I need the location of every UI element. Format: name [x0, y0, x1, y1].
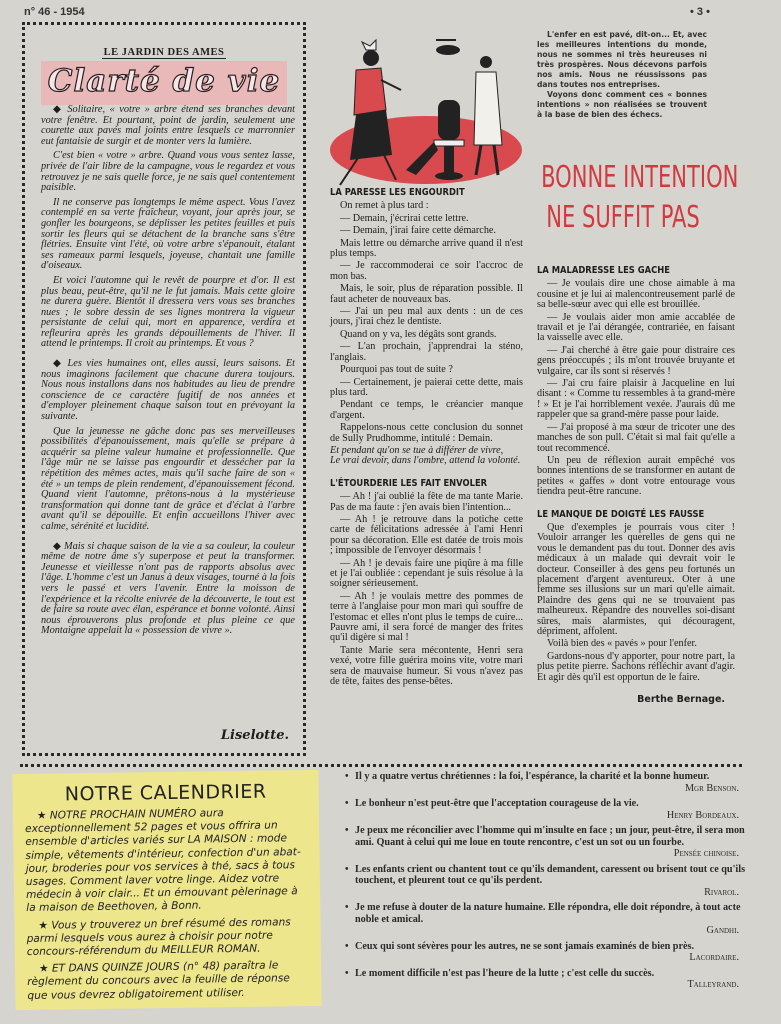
section-paragraph: Tante Marie sera mécontente, Henri sera vexé, votre fille guérira moins vite, votre mari sera de mauvaise humeur. Si vous n'avez pas de tête, faites des pense-bêtes.: [330, 644, 523, 688]
section-heading: LE MANQUE DE DOIGTÉ LES FAUSSE: [537, 508, 705, 520]
calendar-box: [12, 770, 321, 1010]
quote-item: [345, 902, 747, 937]
article-body: [41, 105, 295, 641]
quote-item: [345, 968, 747, 991]
quote-text: • Ceux qui sont sévères pour les autres, ne se sont jamais examinés de bien près.: [355, 940, 695, 952]
section-paragraph: Mais, le soir, plus de réparation possible. Il faut acheter de nouveaux bas.: [330, 283, 523, 305]
section-paragraph: — Ah ! je retrouve dans la potiche cette carte de félicitations adressée à l'ami Henri pour sa décoration. Elle est datée de trois mois ; impossible de l'envoyer désormais !: [330, 513, 523, 557]
quote-item: [345, 798, 747, 821]
section-paragraph: — Demain, j'écrirai cette lettre.: [340, 212, 469, 224]
section-paragraph: On remet à plus tard :: [340, 200, 429, 212]
section-paragraph: — Ah ! je voulais mettre des pommes de terre à l'anglaise pour mon mari qui souffre de l'estomac et elles n'ont plus le temps de cuire... Pauvre ami, il sera forcé de manger des frites qu'il digère si mal !: [330, 590, 523, 644]
quote-text: • Il y a quatre vertus chrétiennes : la foi, l'espérance, la charité et la bonne humeur.: [355, 771, 710, 782]
quotes-list: [345, 771, 747, 995]
main-headline: [541, 158, 739, 238]
quote-item: [345, 825, 747, 860]
right-column: [537, 266, 735, 705]
calendar-item: ★ Vous y trouverez un bref résumé des romans parmi lesquels vous aurez à choisir pour notre concours-référendum du MEILLEUR ROMAN.: [26, 915, 291, 958]
section-paragraph: Pourquoi pas tout de suite ?: [340, 364, 453, 376]
section-heading: LA MALADRESSE LES GACHE: [537, 265, 670, 276]
section-paragraph: Que d'exemples je pourrais vous citer ! Vouloir arranger les querelles de gens qui ne vous le demandent pas du tout. Donner des avis médicaux à un malade qui devrait voir le docteur. Conseiller à des gens peu fortunés un placement d'argent aventureux. Oter à une femme ses illusions sur un mari qu'elle aimait. Plaindre des gens qui ne se trouvaient pas malheureux. Répandre des nouvelles soi-disant sûres, mais alarmistes, qui découragent, dépriment, affolent.: [537, 521, 735, 637]
section-heading: L'ÉTOURDERIE LES FAIT ENVOLER: [330, 477, 488, 489]
section-paragraph: Mais lettre ou démarche arrive quand il n'est plus temps.: [330, 237, 523, 260]
quote-item: [345, 864, 747, 899]
section-paragraph: Rappelons-nous cette conclusion du sonnet de Sully Prudhomme, intitulé : Demain.: [330, 422, 523, 444]
article-paragraph: C'est bien « votre » arbre. Quand vous vous sentez lasse, privée de l'air libre de la campagne, vous le regardez et vous retrouvez je ne sais quelle force, je ne sais quel contentement paisible.: [41, 150, 295, 194]
signature: Liselotte.: [220, 728, 289, 743]
section-paragraph: — J'ai cru faire plaisir à Jacqueline en lui disant : « Comme tu ressembles à ta grand-mère ! » Et je l'ai horriblement vexée. J'aurais dû me rappeler que sa grand-mère passe pour laide.: [537, 378, 735, 421]
article-section: [330, 479, 523, 688]
issue-number: n° 46 - 1954: [24, 6, 85, 18]
rubric: [25, 47, 303, 58]
article-intro: [537, 30, 707, 120]
section-paragraph: — J'ai cherché à être gaie pour distraire ces gens préoccupés ; ils m'ont trouvée bruyante et vulgaire, car ils sont si réservés !: [537, 344, 735, 377]
section-paragraph: — Demain, j'irai faire cette démarche.: [340, 225, 496, 237]
quote-author: Pensée chinoise.: [673, 848, 739, 859]
article-section: [537, 510, 735, 684]
quote-text: • Je me refuse à douter de la nature humaine. Elle répondra, elle doit répondre, à tout acte noble et amical.: [355, 902, 741, 925]
author-signature: Berthe Bernage.: [637, 694, 725, 706]
page-number: • 3 •: [690, 6, 710, 18]
section-paragraph: Pendant ce temps, le créancier manque d'argent.: [330, 399, 523, 421]
rubric-label: LE JARDIN DES AMES: [103, 47, 225, 58]
quote-item: [345, 941, 747, 964]
section-paragraph: — Je voulais dire une chose aimable à ma cousine et je lui ai malencontreusement parlé de sa belle-sœur avec qui elle est brouillée.: [537, 278, 735, 311]
section-divider: [20, 764, 742, 767]
left-article-box: [22, 22, 306, 756]
quote-text: • Le moment difficile n'est pas l'heure de la lutte ; c'est celle du succès.: [355, 967, 655, 979]
quote-author: Henry Bordeaux.: [666, 809, 739, 821]
calendar-item: ★ ET DANS QUINZE JOURS (n° 48) paraîtra le règlement du concours avec la feuille de réponse que vous devrez obligatoirement utiliser.: [27, 959, 290, 1002]
section-paragraph: — J'ai proposé à ma sœur de tricoter une des manches de son pull. C'était si mal fait qu'elle a tout recommencé.: [537, 421, 735, 454]
section-heading: LA PARESSE LES ENGOURDIT: [330, 187, 465, 198]
calendar-item: ★ NOTRE PROCHAIN NUMÉRO aura exceptionnellement 52 pages et vous offrira un ensemble d'articles variés sur LA MAISON : mode simple, vêtements d'intérieur, confection d'un abat-jour, broderies pour vos services à thé, sacs à tous usages. Comment laver votre linge. Aidez votre médecin à voir clair... Et un émouvant pèlerinage à la maison de Beethoven, à Bonn.: [25, 807, 301, 915]
dentist-illustration: [326, 30, 526, 190]
article-section: [330, 188, 523, 467]
article-paragraph: ◆ Les vies humaines ont, elles aussi, leurs saisons. Et nous imaginons facilement que chacune durera toujours. Nous nous installons dans nos habitudes au lieu de prendre conscience de ce caractère fugitif de nos années et d'employer pleinement chaque saison tout en prévoyant la suivante.: [41, 358, 295, 423]
article-paragraph: Il ne conserve pas longtemps le même aspect. Vous l'avez contemplé en sa verte fraîcheur, voyant, jour après jour, se gonfler les bourgeons, se déplisser les petites feuilles et puis sortir les fleurs qui se détachent de la branche sans s'être flétries. Ensuite vint l'été, où votre arbre s'épanouit, étalant ses rameaux parmi lesquels, joyeuse, chantait une famille d'oiseaux.: [41, 196, 295, 272]
section-paragraph: — Ah ! je devais faire une piqûre à ma fille et je l'ai oubliée : cependant je suis résolue à la soigner sérieusement.: [330, 557, 523, 590]
quote-text: • Le bonheur n'est peut-être que l'acceptation courageuse de la vie.: [355, 798, 639, 809]
headline-line-1: BONNE INTENTION: [541, 160, 739, 195]
section-paragraph: — L'an prochain, j'apprendrai la sténo, l'anglais.: [330, 341, 523, 363]
verse-line: Le vrai devoir, dans l'ombre, attend la volonté.: [330, 455, 521, 467]
section-paragraph: — Ah ! j'ai oublié la fête de ma tante Marie. Pas de ma faute : j'en avais bien l'intention...: [330, 491, 523, 513]
article-title: Clarté de vie: [47, 63, 281, 99]
section-paragraph: Voilà bien des « pavés » pour l'enfer.: [547, 638, 697, 650]
middle-column: [330, 188, 523, 699]
article-paragraph: Et voici l'automne qui le revêt de pourpre et d'or. Il est plus beau, peut-être, qu'il ne le fut jamais. Mais cette gloire ne durera guère. Bientôt il dressera vers vous ses branches nues ; le sobre dessin de ses lignes montrera la vigueur persistante de celui qui, mort en apparence, verdira et refleurira après les grands dépouillements de l'hiver. Il attend le printemps. Il croit au printemps. Et vous ?: [41, 274, 295, 350]
quote-text: • Les enfants crient ou chantent tout ce qu'ils demandent, caressent ou brisent tout ce qu'ils touchent, et pleurent tout ce qu'ils perdent.: [355, 863, 746, 886]
quote-author: Gandhi.: [706, 925, 739, 936]
quote-item: [345, 771, 747, 794]
article-paragraph: Que la jeunesse ne gâche donc pas ses merveilleuses possibilités d'épanouissement, mais qu'elle se prépare à acquérir sa pleine valeur humaine et professionnelle. Que l'âge mûr ne se laisse pas engourdir et dessécher par la répétition des mêmes actes, mais qu'il sache faire de son « été » un temps de plein rendement, d'épanouissement fécond. Quand vient l'automne, prêtons-nous à la mystérieuse transformation qui donne tant de grâce et d'éclat à l'arbre avant qu'il se dépouille. Et enfin accueillons l'hiver avec calme, sérénité et lucidité.: [41, 425, 295, 532]
article-paragraph: ◆ Mais si chaque saison de la vie a sa couleur, la couleur même de notre âme s'y superpose et peut la transformer. Jeunesse et vieillesse n'ont pas de rapports absolus avec l'âge. L'homme c'est un Janus à deux visages, tourné à la fois vers le passé et vers l'avenir. Entre la moisson de l'expérience et la récolte enivrée de la découverte, le tout est de faire sa route avec élan, espérance et bonne volonté. Ainsi nous éprouverons plus profonde et plus pleine ce que Montaigne appelait la « possession de vivre ».: [41, 540, 295, 637]
verse-line: Et pendant qu'on se tue à différer de vivre,: [330, 444, 504, 456]
quote-author: Talleyrand.: [687, 979, 739, 990]
intro-paragraph: Voyons donc comment ces « bonnes intentions » non réalisées se trouvent à la base de bien des échecs.: [537, 90, 707, 119]
calendar-title: NOTRE CALENDRIER: [64, 780, 267, 806]
section-paragraph: — Je raccommoderai ce soir l'accroc de mon bas.: [330, 260, 523, 282]
quote-author: Mgr Benson.: [684, 782, 739, 794]
intro-paragraph: L'enfer en est pavé, dit-on... Et, avec les meilleures intentions du monde, nous ne sommes ni très heureuses ni très prospères. Nous décevons parfois nos amis. Nous ne réussissons pas dans toutes nos entreprises.: [537, 30, 707, 89]
quote-author: Rivarol.: [704, 886, 739, 898]
section-paragraph: — Certainement, je paierai cette dette, mais plus tard.: [330, 376, 523, 398]
headline-line-2: NE SUFFIT PAS: [546, 200, 700, 235]
section-paragraph: Un peu de réflexion aurait empêché vos bonnes intentions de se transformer en autant de petites « gaffes » dont votre entourage vous tiendra peut-être rancune.: [537, 454, 735, 498]
section-paragraph: Gardons-nous d'y apporter, pour notre part, la plus petite pierre. Sachons réfléchir avant d'agir. Et agir dès qu'il est opportun de le faire.: [537, 650, 735, 683]
article-paragraph: ◆ Solitaire, « votre » arbre étend ses branches devant votre fenêtre. Et pourtant, point de jardin, seulement une courette aux pavés mal joints entre lesquels ce marronnier eut fantaisie de surgir et de monter vers la lumière.: [41, 104, 295, 147]
section-paragraph: — J'ai un peu mal aux dents : un de ces jours, j'irai chez le dentiste.: [330, 306, 523, 328]
section-paragraph: — Je voulais aider mon amie accablée de travail et je l'ai dérangée, contrariée, en faisant la vaisselle avec elle.: [537, 311, 735, 344]
section-paragraph: Quand on y va, les dégâts sont grands.: [340, 328, 497, 340]
quote-text: • Je peux me réconcilier avec l'homme qui m'insulte en face ; un jour, peut-être, il sera mon ami. Quant à celui qui me loue en toute rencontre, c'est un sot ou un fourbe.: [355, 825, 745, 848]
quote-author: Lacordaire.: [689, 952, 739, 963]
article-section: [537, 266, 735, 498]
